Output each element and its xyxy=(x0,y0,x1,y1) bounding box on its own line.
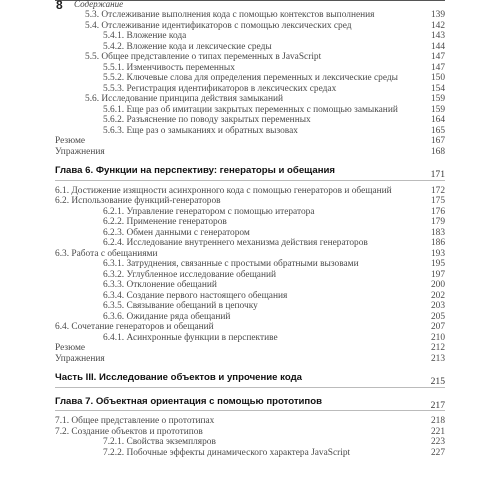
toc-entry-title: 6.1. Достижение изящности асинхронного кода с помощью генераторов и обещаний xyxy=(55,185,392,196)
toc-entry-page: 179 xyxy=(430,217,445,227)
toc-entry-title: 7.2.2. Побочные эффекты динамического характера JavaScript xyxy=(103,447,351,458)
toc-entry-page: 223 xyxy=(430,437,445,447)
toc-entry-page: 143 xyxy=(430,31,445,41)
toc-entry-title: Часть III. Исследование объектов и упрочение кода xyxy=(55,372,303,383)
toc-entry xyxy=(55,312,445,323)
toc-entry-page: 154 xyxy=(430,83,445,94)
toc-entry-title: 5.4.1. Вложение кода xyxy=(103,31,187,41)
toc-entry-title: 5.6. Исследование принципа действия замыканий xyxy=(85,94,283,104)
toc-entry-title: 5.4.2. Вложение кода и лексические среды xyxy=(103,41,272,52)
toc-entry-title: 6.4.1. Асинхронные функции в перспективе xyxy=(103,332,278,343)
toc-entry xyxy=(55,196,445,207)
toc-entry xyxy=(55,115,445,126)
toc-entry xyxy=(55,437,445,448)
toc-entry xyxy=(55,427,445,438)
toc-entry-page: 221 xyxy=(430,426,445,437)
toc-entry-page: 200 xyxy=(430,280,445,290)
toc-entry-title: 6.3.3. Отклонение обещаний xyxy=(103,280,217,290)
toc-entry-title: 7.1. Общее представление о прототипах xyxy=(55,416,215,426)
toc-entry-title: 5.6.3. Еще раз о замыканиях и обратных вызовах xyxy=(103,125,298,136)
heading-divider xyxy=(55,180,445,181)
toc-entry xyxy=(55,416,445,427)
toc-entry-title: 6.3.2. Углубленное исследование обещаний xyxy=(103,269,277,280)
page-number: 8 xyxy=(56,0,63,12)
toc-entry-title: 6.2.3. Обмен данными с генератором xyxy=(103,227,250,238)
toc-entry-title: 5.6.2. Разъяснение по поводу закрытых переменных xyxy=(103,115,311,125)
toc-entry-title: 6.2.2. Применение генераторов xyxy=(103,217,227,227)
toc-entry-page: 203 xyxy=(430,301,445,311)
toc-entry xyxy=(55,207,445,218)
toc-entry-page: 202 xyxy=(430,290,445,301)
toc-entry-page: 186 xyxy=(430,238,445,248)
toc-entry xyxy=(55,63,445,74)
toc-entry-page: 147 xyxy=(430,62,445,73)
toc-entry-page: 172 xyxy=(430,185,445,196)
toc-entry-title: 6.3. Работа с обещаниями xyxy=(55,248,158,259)
toc-entry-page: 210 xyxy=(430,332,445,343)
toc-entry-title: 5.4. Отслеживание идентификаторов с помощью лексических сред xyxy=(85,20,352,31)
toc-entry-page: 147 xyxy=(430,52,445,62)
toc-entry xyxy=(55,280,445,291)
toc-entry-page: 195 xyxy=(430,259,445,269)
toc-entry xyxy=(55,343,445,354)
toc-entry xyxy=(55,73,445,84)
toc-entry-page: 176 xyxy=(430,206,445,217)
toc-entry-page: 159 xyxy=(430,94,445,104)
toc-entry-page: 139 xyxy=(430,10,445,20)
toc-entry-title: 7.2. Создание объектов и прототипов xyxy=(55,426,203,437)
toc-chapter-heading xyxy=(55,397,445,412)
toc-entry xyxy=(55,94,445,105)
toc-entry xyxy=(55,21,445,32)
toc-part-heading xyxy=(55,373,445,388)
toc-entry-page: 213 xyxy=(430,353,445,364)
toc-entry-page: 218 xyxy=(430,416,445,426)
toc-entry-title: 5.5.1. Изменчивость переменных xyxy=(103,62,235,73)
toc-entry-title: 5.5. Общее представление о типах переменных в JavaScript xyxy=(85,52,322,62)
toc-entry-page: 227 xyxy=(430,447,445,458)
toc-entry xyxy=(55,354,445,365)
toc-entry-title: Резюме xyxy=(55,136,86,146)
toc-entry-title: 5.6.1. Еще раз об имитации закрытых переменных с помощью замыканий xyxy=(103,104,398,115)
table-of-contents xyxy=(55,10,445,458)
toc-entry-title: 6.3.1. Затруднения, связанные с простыми обратными вызовами xyxy=(103,259,359,269)
toc-entry xyxy=(55,270,445,281)
toc-entry-title: 6.3.4. Создание первого настоящего обещания xyxy=(103,290,288,301)
toc-entry-title: Глава 6. Функции на перспективу: генераторы и обещания xyxy=(55,165,336,176)
toc-entry xyxy=(55,259,445,270)
toc-entry xyxy=(55,31,445,42)
toc-entry-page: 183 xyxy=(430,227,445,238)
toc-chapter-heading xyxy=(55,166,445,181)
toc-entry-page: 197 xyxy=(430,269,445,280)
toc-entry-title: 5.5.2. Ключевые слова для определения переменных и лексические среды xyxy=(103,73,398,83)
toc-entry-title: 6.2. Использование функций-генераторов xyxy=(55,196,221,206)
toc-entry xyxy=(55,126,445,137)
toc-entry xyxy=(55,249,445,260)
toc-entry-page: 205 xyxy=(430,311,445,322)
toc-entry-title: 6.4. Сочетание генераторов и обещаний xyxy=(55,322,214,332)
toc-entry-title: 7.2.1. Свойства экземпляров xyxy=(103,437,216,447)
toc-entry-page: 193 xyxy=(430,248,445,259)
toc-entry-page: 150 xyxy=(430,73,445,83)
heading-divider xyxy=(55,410,445,411)
toc-entry-page: 142 xyxy=(430,20,445,31)
toc-entry-title: Упражнения xyxy=(55,353,105,364)
toc-entry-title: 6.2.1. Управление генератором с помощью итератора xyxy=(103,206,315,217)
toc-entry-title: 6.3.5. Связывание обещаний в цепочку xyxy=(103,301,258,311)
heading-divider xyxy=(55,387,445,388)
toc-entry-title: 6.2.4. Исследование внутреннего механизма действия генераторов xyxy=(103,238,368,248)
toc-entry xyxy=(55,217,445,228)
toc-entry-page: 165 xyxy=(430,125,445,136)
toc-entry-title: 5.3. Отслеживание выполнения кода с помощью контекстов выполнения xyxy=(85,10,375,20)
toc-entry-page: 212 xyxy=(430,343,445,353)
toc-entry xyxy=(55,186,445,197)
toc-entry xyxy=(55,42,445,53)
toc-entry xyxy=(55,238,445,249)
toc-entry-page: 159 xyxy=(430,104,445,115)
toc-entry-page: 167 xyxy=(430,136,445,146)
toc-entry xyxy=(55,52,445,63)
toc-entry-page: 171 xyxy=(430,169,445,180)
toc-entry-title: Глава 7. Объектная ориентация с помощью прототипов xyxy=(55,395,322,407)
toc-entry-title: 5.5.3. Регистрация идентификаторов в лексических средах xyxy=(103,83,337,94)
toc-entry-title: Упражнения xyxy=(55,146,105,157)
toc-entry xyxy=(55,147,445,158)
toc-entry-title: 6.3.6. Ожидание ряда обещаний xyxy=(103,311,231,322)
toc-entry xyxy=(55,291,445,302)
toc-entry xyxy=(55,301,445,312)
toc-entry xyxy=(55,322,445,333)
running-head: Содержание xyxy=(74,0,124,9)
toc-entry xyxy=(55,84,445,95)
toc-entry-title: Резюме xyxy=(55,343,86,353)
toc-entry-page: 164 xyxy=(430,115,445,125)
toc-entry xyxy=(55,333,445,344)
toc-entry-page: 168 xyxy=(430,146,445,157)
toc-entry xyxy=(55,10,445,21)
toc-entry-page: 217 xyxy=(430,399,445,411)
toc-entry xyxy=(55,228,445,239)
toc-entry xyxy=(55,136,445,147)
toc-entry-page: 207 xyxy=(430,322,445,332)
toc-entry-page: 175 xyxy=(430,196,445,206)
toc-entry xyxy=(55,105,445,116)
toc-entry-page: 215 xyxy=(430,376,445,387)
toc-entry-page: 144 xyxy=(430,41,445,52)
toc-entry xyxy=(55,448,445,459)
